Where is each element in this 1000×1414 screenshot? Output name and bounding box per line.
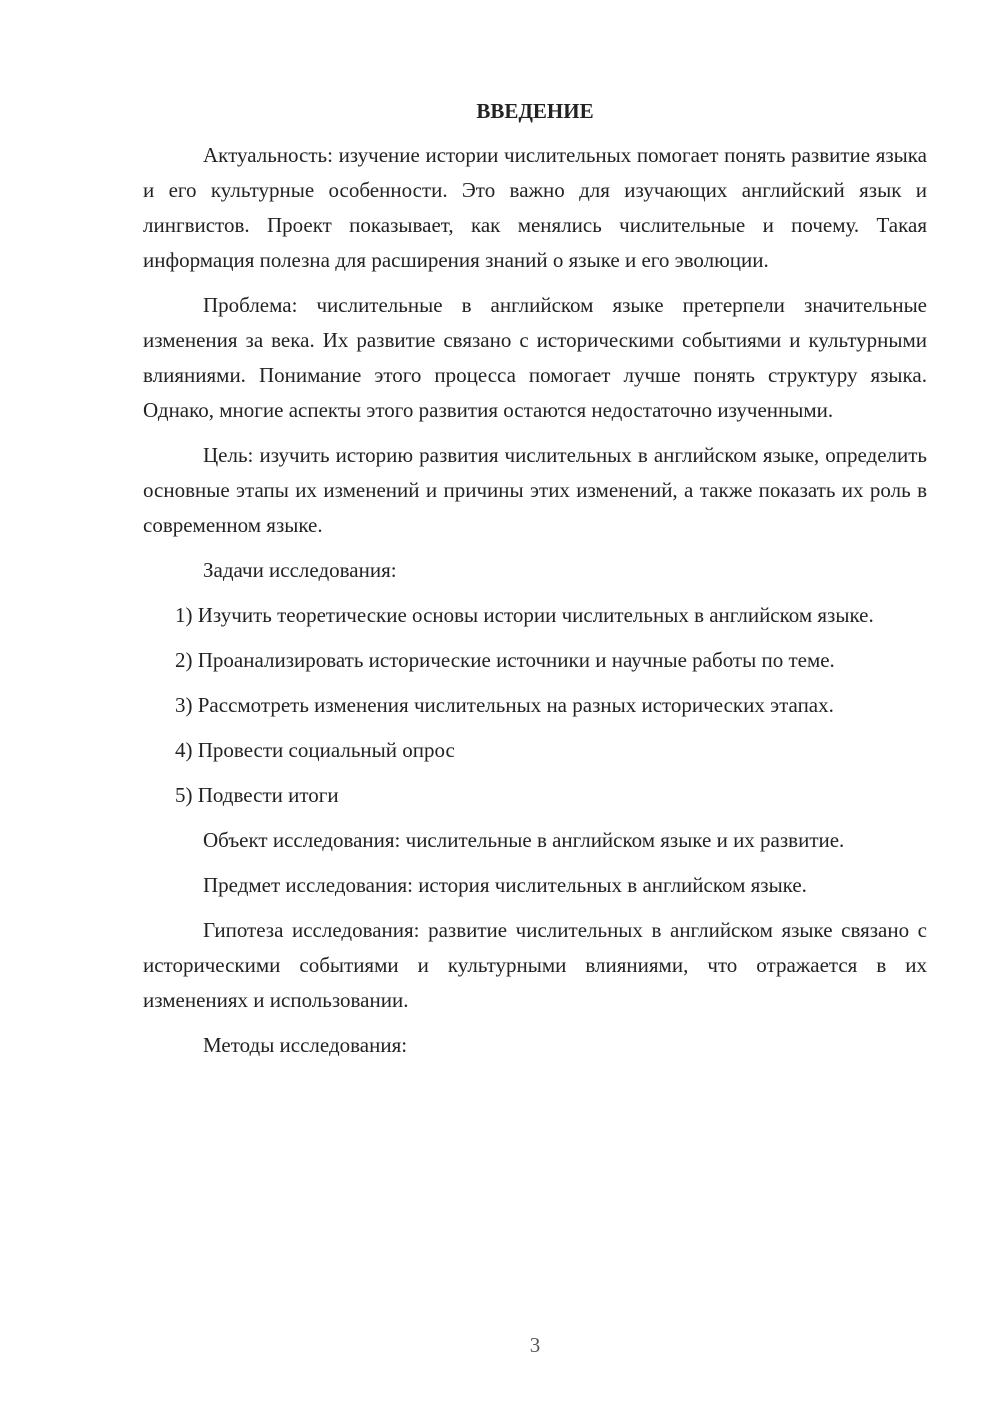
paragraph-subject: Предмет исследования: история числительных в английском языке. (203, 873, 807, 897)
paragraph-relevance: Актуальность: изучение истории числительных помогает понять развитие языка и его культурные особенности. Это важно для изучающих английский язык и лингвистов. Проект показывает, как менялись числительные и почему. Такая информация полезна для расширения знаний о языке и его эволюции. (143, 143, 927, 272)
list-item-task-5: 5) Подвести итоги (175, 783, 339, 807)
page-number: 3 (529, 1333, 541, 1357)
list-item-task-2: 2) Проанализировать исторические источники и научные работы по теме. (175, 648, 835, 672)
list-item-task-3: 3) Рассмотреть изменения числительных на разных исторических этапах. (175, 693, 834, 717)
list-item-task-4: 4) Провести социальный опрос (175, 738, 455, 762)
document-body (143, 96, 927, 1073)
tasks-title: Задачи исследования: (203, 558, 397, 582)
list-item-task-1: 1) Изучить теоретические основы истории числительных в английском языке. (175, 603, 874, 627)
paragraph-problem: Проблема: числительные в английском языке претерпели значительные изменения за века. Их развитие связано с историческими событиями и культурными влияниями. Понимание этого процесса помогает лучше понять структуру языка. Однако, многие аспекты этого развития остаются недостаточно изученными. (143, 293, 927, 422)
page-title: ВВЕДЕНИЕ (476, 99, 594, 123)
paragraph-goal: Цель: изучить историю развития числительных в английском языке, определить основные этапы их изменений и причины этих изменений, а также показать их роль в современном языке. (143, 443, 927, 537)
methods-title: Методы исследования: (203, 1033, 408, 1057)
paragraph-object: Объект исследования: числительные в английском языке и их развитие. (203, 828, 845, 852)
paragraph-hypothesis: Гипотеза исследования: развитие числительных в английском языке связано с историческими событиями и культурными влияниями, что отражается в их изменениях и использовании. (143, 918, 927, 1012)
